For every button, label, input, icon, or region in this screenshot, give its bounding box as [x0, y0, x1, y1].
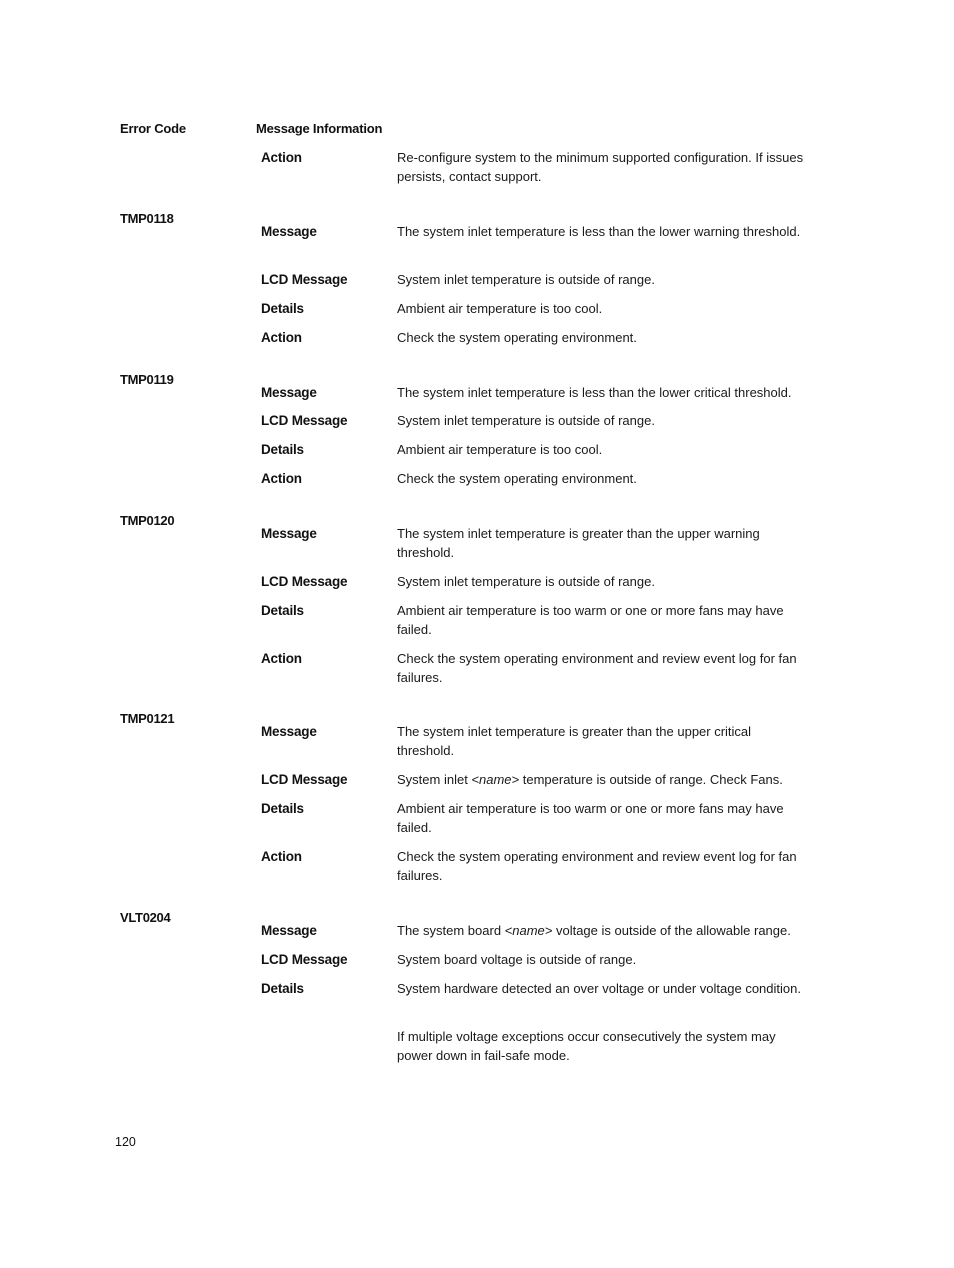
field-label: Action — [261, 849, 302, 864]
field-label: Details — [261, 981, 304, 996]
field-value: System board voltage is outside of range. — [397, 952, 637, 967]
error-code: TMP0119 — [120, 372, 174, 387]
error-code: VLT0204 — [120, 910, 171, 925]
field-value: Check the system operating environment. — [397, 330, 637, 345]
page-number: 120 — [115, 1135, 136, 1149]
field-label: LCD Message — [261, 772, 348, 787]
field-value: System inlet temperature is outside of range. — [397, 272, 655, 287]
field-value — [397, 770, 805, 789]
field-label: Action — [261, 150, 302, 165]
field-value: The system inlet temperature is greater than the upper critical threshold. — [397, 724, 752, 758]
field-label: Action — [261, 330, 302, 345]
field-value: Ambient air temperature is too warm or one or more fans may have failed. — [397, 603, 784, 637]
field-value: Check the system operating environment. — [397, 471, 637, 486]
field-label: LCD Message — [261, 272, 348, 287]
value-text: temperature is outside of range. Check Fans. — [519, 772, 783, 787]
field-label: LCD Message — [261, 413, 348, 428]
value-text: The system board — [397, 923, 505, 938]
field-value — [397, 921, 805, 940]
field-label: Message — [261, 385, 317, 400]
field-value: Check the system operating environment and review event log for fan failures. — [397, 651, 797, 685]
field-label: Message — [261, 724, 317, 739]
field-value: System inlet temperature is outside of range. — [397, 574, 655, 589]
field-value: Re-configure system to the minimum supported configuration. If issues persists, contact support. — [397, 150, 804, 184]
field-value: Ambient air temperature is too cool. — [397, 442, 603, 457]
field-label: LCD Message — [261, 574, 348, 589]
field-label: Details — [261, 603, 304, 618]
value-text: System inlet — [397, 772, 472, 787]
field-label: Action — [261, 651, 302, 666]
error-code: TMP0120 — [120, 513, 175, 528]
error-code: TMP0121 — [120, 711, 175, 726]
field-value: Ambient air temperature is too warm or one or more fans may have failed. — [397, 801, 784, 835]
field-value: If multiple voltage exceptions occur consecutively the system may power down in fail-safe mode. — [397, 1029, 776, 1063]
field-value: Ambient air temperature is too cool. — [397, 301, 603, 316]
header-message-information: Message Information — [256, 121, 383, 136]
value-text: voltage is outside of the allowable range. — [552, 923, 791, 938]
field-label: Message — [261, 923, 317, 938]
field-label: Action — [261, 471, 302, 486]
field-value: The system inlet temperature is less than the lower critical threshold. — [397, 385, 792, 400]
field-value: System inlet temperature is outside of range. — [397, 413, 655, 428]
field-value: Check the system operating environment and review event log for fan failures. — [397, 849, 797, 883]
placeholder-name: <name> — [471, 772, 520, 787]
field-label: Details — [261, 801, 304, 816]
field-value: The system inlet temperature is greater than the upper warning threshold. — [397, 526, 760, 560]
placeholder-name: <name> — [504, 923, 553, 938]
field-label: LCD Message — [261, 952, 348, 967]
field-value: The system inlet temperature is less than the lower warning threshold. — [397, 224, 801, 239]
field-label: Details — [261, 442, 304, 457]
field-label: Details — [261, 301, 304, 316]
error-code: TMP0118 — [120, 211, 174, 226]
field-label: Message — [261, 224, 317, 239]
header-error-code: Error Code — [120, 121, 186, 136]
field-label: Message — [261, 526, 317, 541]
field-value: System hardware detected an over voltage or under voltage condition. — [397, 981, 801, 996]
